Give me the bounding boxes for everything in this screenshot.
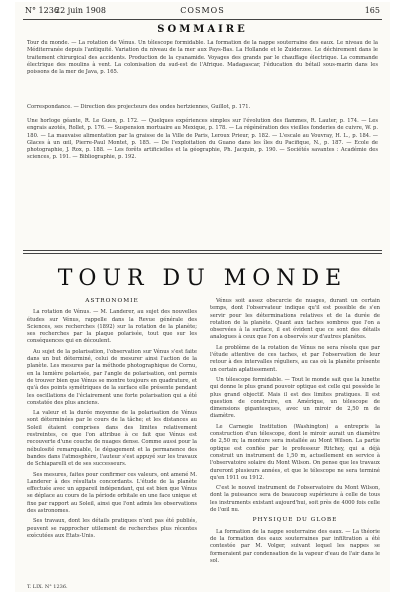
section-heading-astronomie: ASTRONOMIE xyxy=(85,298,139,304)
header-rule xyxy=(23,19,382,20)
section-heading-physique: PHYSIQUE DU GLOBE xyxy=(252,517,338,524)
paragraph: Ses travaux, dont les détails pratiques n'ont pas été publiés, peuvent se rapprocher utilement de recherches plus récentes exécutées aux Etats-Unis. xyxy=(27,518,197,539)
paragraph: Le Carnegie Institution (Washington) a entrepris la construction d'un télescope, dont le miroir aurait un diamètre de 2,50 m; la monture sera installée au Mont Wilson. La partie optique est confiée par le professeur Ritchey, qui a déjà construit un instrument de 1,50 m, actuellement en service à l'observatoire solaire du Mont Wilson. On pense que les travaux dureront plusieurs années, et que le télescope ne sera terminé qu'en 1911 ou 1912. xyxy=(210,423,380,481)
sommaire-bottom-rule-2 xyxy=(23,253,382,254)
paragraph: Vénus soit assez obscurcie de nuages, durant un certain temps, dont l'observateur indique qu'il est possible de s'en servir pour les déterminations relatives et de la durée de rotation de la planète. Quant aux taches sombres que l'on a observées à la surface, il est évident que ce sont des détails analogues à ceux que l'on a observés sur d'autres planètes. xyxy=(210,298,380,341)
sommaire-tour-du-monde: Tour du monde. — La rotation de Vénus. Un télescope formidable. La formation de la nappe souterraine des eaux. Le niveau de la Méditerranée depuis l'antiquité. Variation du niveau de la mer aux Pays-Bas. La Hollande et le Zuiderzee. Le déchirement dans le traitement chirurgical des accidents. Production de la cyanamide. Voyages des grands par le chauffage électrique. La commande électrique des moulins à vent. La colonisation du sud-est de l'Afrique. Madagascar, l'éducation du bétail sous-marin dans les poissons de la mer de Java, p. 165. xyxy=(27,40,378,76)
sommaire-bottom-rule xyxy=(23,250,382,251)
page-number: 165 xyxy=(364,6,380,15)
paragraph: Un télescope formidable. — Tout le monde sait que la lunette qui donne le plus grand pouvoir optique est celle qui possède le plus grand objectif. Mais il est des limites pratiques. Il est question de construire, en Amérique, un télescope de dimensions gigantesques, avec un miroir de 2,50 m de diamètre. xyxy=(210,376,380,420)
paragraph: C'est le nouvel instrument de l'observatoire du Mont Wilson, dont la puissance sera de beaucoup supérieure à celle de tous les instruments existant aujourd'hui, soit près de 4000 fois celle de l'œil nu. xyxy=(210,485,380,514)
paragraph: La formation de la nappe souterraine des eaux. — La théorie de la formation des eaux souterraines par infiltration a été contestée par M. Volger, suivant lequel les nappes se formeraient par condensation de la vapeur d'eau de l'air dans le sol. xyxy=(210,528,380,564)
journal-page xyxy=(15,2,390,592)
sommaire-articles: Une horloge géante, R. Le Guen, p. 172. — Quelques expériences simples sur l'évolution des flammes, R. Lauter, p. 174. — Les engrais azotés, Rollet, p. 176. — Suspension mortuaire au Mexique, p. 178. — La régénération des vieilles fonderies de cuivre, W. p. 180. — La mauvaise alimentation par la graisse de la Ville de Paris, Leroux Prieur, p. 182. — L'escale au Vouvray, H. L., p. 184. — Glaces à un œil, Pierre-Paul Montet, p. 185. — De l'exploitation du Guano dans les îles du Pacifique, N., p. 187. — Ecole de photographie, J. Rox, p. 188. — Les forêts artificielles et la géographie, Ph. Jacquin, p. 190. — Sociétés savantes : Académie des sciences, p. 191. — Bibliographie, p. 192. xyxy=(27,118,378,161)
page-footer: T. LIX. N° 1236. xyxy=(27,584,68,590)
paragraph: Au sujet de la polarisation, l'observation sur Vénus s'est faite dans un but déterminé, celui de mesurer ainsi l'action de la planète. Les mesures par la méthode photographique de Cornu, en la lumière polarisée, par l'angle de polarisation, ont permis de trouver bien que Vénus se montre toujours en quadrature, et qu'à des points symétriques de la surface elle présente pendant les oscillations de l'éclairement une forte polarisation qui a été constatée des plus anciens. xyxy=(27,348,197,406)
right-column xyxy=(210,298,380,568)
paragraph: La valeur et la durée moyenne de la polarisation de Vénus sont déterminées par le cours de la tâche; et les distances au Soleil étaient comprises dans des limites relativement restreintes, ce que l'on attribue à ce fait que Vénus est recouverte d'une couche de nuages dense. Comme aussi pour la nébulosité remarquable, le dégagement et la permanence des bandes dans l'atmosphère, l'auteur s'est appuyé sur les travaux de Schiaparelli et de ses successeurs. xyxy=(27,410,197,468)
paragraph: Ses mesures, faites pour confirmer ces valeurs, ont amené M. Landerer à des résultats concordants. L'étude de la planète effectuée avec un appareil indépendant, qui est bien que Vénus se déplace au cours de la période orbitale en une face unique et fixe par rapport au Soleil, ainsi que l'ont admis les observations des astronomes. xyxy=(27,471,197,515)
paragraph: Le problème de la rotation de Vénus ne sera résolu que par l'étude attentive de ces taches, et par l'observation de leur retour à des intervalles réguliers, au cas où la planète présente un certain aplatissement. xyxy=(210,344,380,373)
sommaire-heading: SOMMAIRE xyxy=(157,24,248,35)
left-column xyxy=(27,298,197,543)
journal-title: COSMOS xyxy=(180,6,225,15)
tour-du-monde-title: TOUR DU MONDE xyxy=(57,266,348,291)
issue-number: N° 1236 xyxy=(25,6,59,15)
sommaire-correspondance: Correspondance. — Direction des projecteurs des ondes hertziennes, Guillot, p. 171. xyxy=(27,104,251,110)
running-header xyxy=(15,2,390,18)
paragraph: La rotation de Vénus. — M. Landerer, au sujet des nouvelles études sur Vénus, rappelle dans la Revue générale des Sciences, ses recherches (1892) sur la rotation de la planète; ses recherches par la plaque polarisée, tout que sur les conséquences qui en découlent. xyxy=(27,309,197,345)
issue-date: 22 juin 1908 xyxy=(55,6,106,15)
